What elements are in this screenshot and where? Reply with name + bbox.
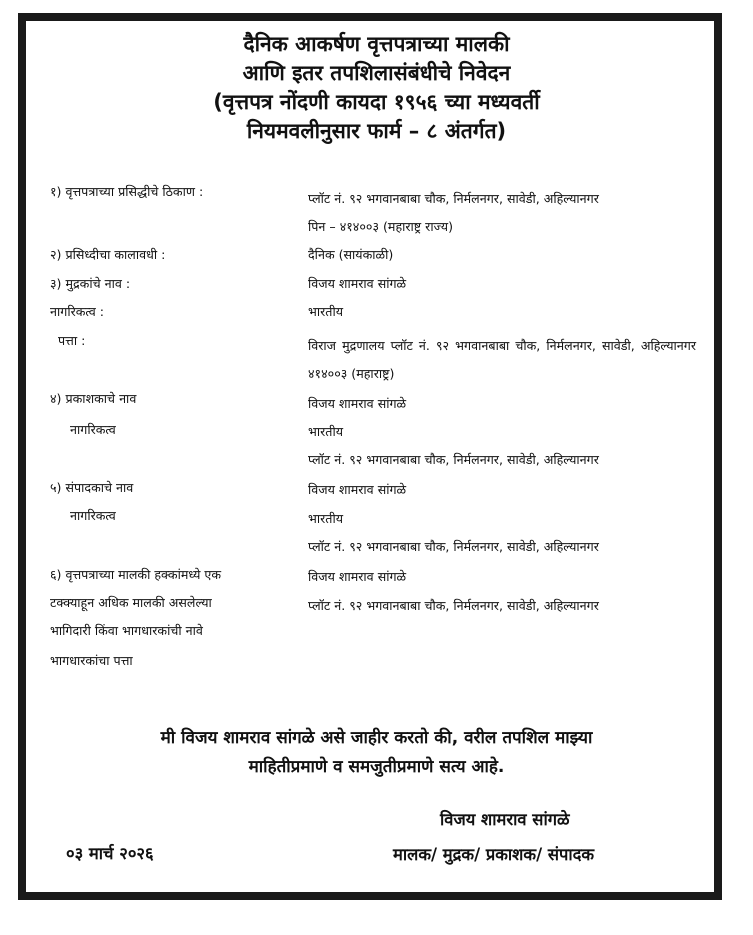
item-6-label-line-2: टक्क्याहून अधिक मालकी असलेल्या (50, 595, 212, 610)
item-3-address-value: विराज मुद्रणालय प्लॉट नं. ९२ भगवानबाबा चौक, निर्मलनगर, सावेडी, अहिल्यानगर ४१४००३ (महाराष्ट्र) (308, 338, 696, 381)
item-5-nationality-value: भारतीय (308, 511, 344, 526)
item-2-label: २) प्रसिध्दीचा कालावधी : (50, 247, 166, 262)
item-6-label-line-3: भागिदारी किंवा भागधारकांची नावे (50, 623, 203, 638)
item-4-nationality-label: नागरिकत्व (70, 422, 116, 437)
title-line-3: (वृत्तपत्र नोंदणी कायदा १९५६ च्या मध्यवर्ती (213, 90, 540, 114)
title-line-1: दैनिक आकर्षण वृत्तपत्राच्या मालकी (243, 32, 510, 56)
item-6-label-line-1: ६) वृत्तपत्राच्या मालकी हक्कांमध्ये एक (50, 567, 222, 582)
notice-title (0, 30, 753, 146)
declaration (0, 724, 753, 782)
item-4-nationality-value: भारतीय (308, 424, 344, 439)
signatory-role: मालक/ मुद्रक/ प्रकाशक/ संपादक (393, 845, 595, 864)
item-2-value: दैनिक (सायंकाळी) (308, 247, 394, 262)
item-1-value-line-1: प्लॉट नं. ९२ भगवानबाबा चौक, निर्मलनगर, सावेडी, अहिल्यानगर (308, 191, 599, 206)
title-line-2: आणि इतर तपशिलासंबंधीचे निवेदन (242, 61, 511, 85)
notice-date: ०३ मार्च २०२६ (66, 844, 154, 863)
item-5-label: ५) संपादकाचे नाव (50, 480, 134, 495)
item-5-address-value: प्लॉट नं. ९२ भगवानबाबा चौक, निर्मलनगर, सावेडी, अहिल्यानगर (308, 539, 599, 554)
declaration-line-1: मी विजय शामराव सांगळे असे जाहीर करतो की, वरील तपशिल माझ्या (160, 728, 593, 748)
item-3-label: ३) मुद्रकांचे नाव : (50, 276, 131, 291)
item-1-label: १) वृत्तपत्राच्या प्रसिद्धीचे ठिकाण : (50, 184, 204, 199)
item-5-nationality-label: नागरिकत्व (70, 508, 116, 523)
item-3-nationality-value: भारतीय (308, 304, 344, 319)
item-4-label: ४) प्रकाशकाचे नाव (50, 391, 137, 406)
item-1-value-line-2: पिन – ४१४००३ (महाराष्ट्र राज्य) (308, 219, 454, 234)
title-line-4: नियमवलीनुसार फार्म – ८ अंतर्गत) (246, 119, 507, 143)
item-6-label-line-4: भागधारकांचा पत्ता (50, 653, 133, 668)
item-4-value: विजय शामराव सांगळे (308, 396, 407, 411)
item-3-nationality-label: नागरिकत्व : (50, 304, 105, 319)
declaration-line-2: माहितीप्रमाणे व समजुतीप्रमाणे सत्य आहे. (248, 757, 505, 777)
item-6-address-value: प्लॉट नं. ९२ भगवानबाबा चौक, निर्मलनगर, सावेडी, अहिल्यानगर (308, 598, 599, 613)
item-3-value: विजय शामराव सांगळे (308, 276, 407, 291)
item-6-value: विजय शामराव सांगळे (308, 569, 407, 584)
signatory-name: विजय शामराव सांगळे (440, 810, 570, 829)
item-3-address-label: पत्ता : (58, 333, 86, 348)
item-4-address-value: प्लॉट नं. ९२ भगवानबाबा चौक, निर्मलनगर, सावेडी, अहिल्यानगर (308, 452, 599, 467)
item-5-value: विजय शामराव सांगळे (308, 482, 407, 497)
